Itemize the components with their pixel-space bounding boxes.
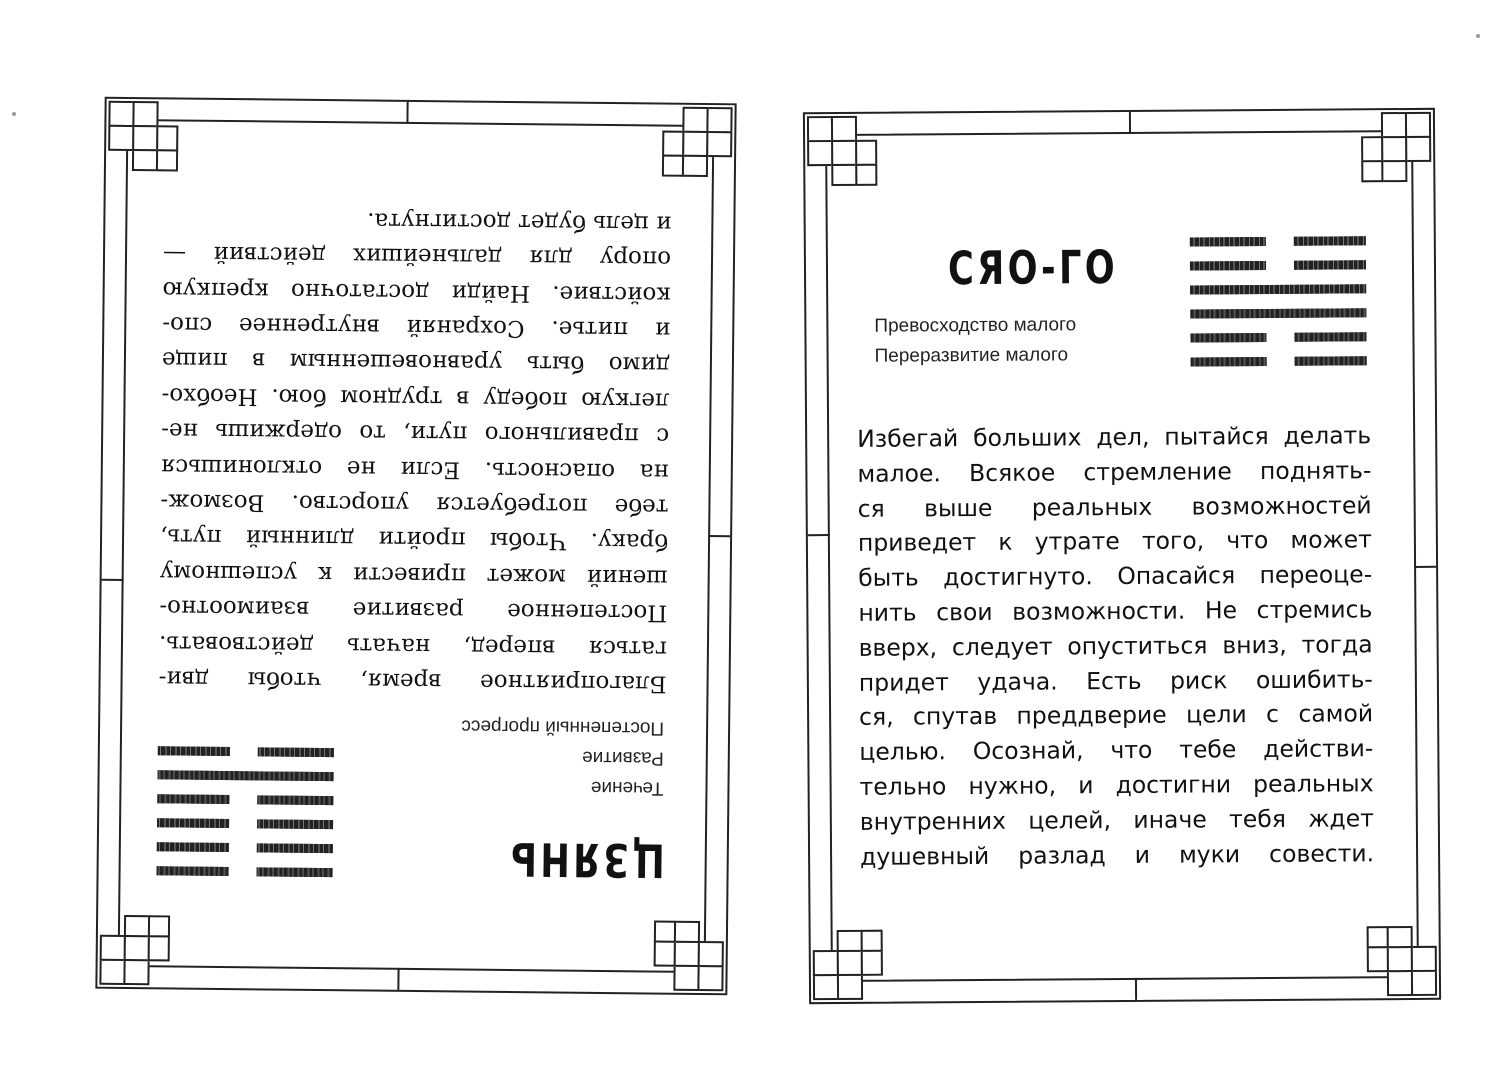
- body-line: душевный разлад и муки совести.: [859, 838, 1375, 871]
- hexagram-solid-line: [1190, 284, 1366, 294]
- body-line: внутренних целей, иначе тебя ждет: [859, 804, 1374, 836]
- hexagram-broken-line: [157, 818, 333, 829]
- body-line: ся, спутав преддверие цели с самой: [859, 699, 1374, 732]
- corner-ornament: [1361, 112, 1431, 182]
- corner-ornament: [1367, 926, 1437, 996]
- subtitle-line: Развитие: [581, 746, 664, 769]
- card-body-text: [158, 200, 671, 701]
- hexagram-broken-line: [157, 794, 333, 805]
- body-line: целью. Осознай, что тебе действи-: [859, 734, 1374, 767]
- subtitle-line: Течение: [590, 776, 664, 799]
- body-line: тебе потребуется упорство. Возмож-: [160, 488, 669, 520]
- hexagram-broken-line: [1190, 332, 1366, 342]
- body-line: гаться вперед, начать действовать.: [158, 629, 668, 662]
- right-card: [803, 108, 1441, 1004]
- subtitle-line: Превосходство малого: [874, 314, 1077, 337]
- hexagram-symbol: [157, 731, 334, 877]
- hexagram-broken-line: [1190, 236, 1366, 246]
- body-line: на опасность. Если не отклонишься: [160, 452, 669, 485]
- hexagram-solid-line: [158, 770, 334, 781]
- card-subtitles: [461, 710, 665, 802]
- scan-speck: [12, 112, 16, 116]
- card-title: СЯО-ГО: [947, 240, 1119, 296]
- left-card: [95, 97, 736, 996]
- body-line: браку. Чтобы пройти длинный путь,: [159, 523, 669, 556]
- subtitle-line: Постепенный прогресс: [461, 715, 665, 739]
- body-line: легкую победу в трудном бою. Необхо-: [161, 382, 670, 414]
- card-subtitles: [874, 310, 1076, 371]
- body-line: Благоприятное время, чтобы дви-: [158, 665, 667, 697]
- corner-ornament: [807, 116, 877, 186]
- hexagram-broken-line: [157, 842, 333, 853]
- body-line: тельно нужно, и достигни реальных: [859, 769, 1374, 801]
- hexagram-broken-line: [1191, 356, 1367, 366]
- hexagram-broken-line: [157, 866, 333, 877]
- body-line: и цель будет достигнута.: [366, 207, 672, 237]
- corner-ornament: [813, 930, 883, 1000]
- body-line: вверх, следует опуститься вниз, тогда: [858, 630, 1373, 662]
- body-line: опору для дальнейших действий —: [162, 240, 672, 272]
- hexagram-symbol: [1190, 236, 1367, 381]
- body-line: койствие. Найди достаточно крепкую: [162, 275, 671, 308]
- scan-speck: [1476, 34, 1480, 38]
- body-line: ся выше реальных возможностей: [857, 490, 1372, 523]
- subtitle-line: Переразвитие малого: [874, 344, 1069, 367]
- body-line: димо быть уравновешенным в пище: [161, 346, 671, 378]
- left-card-content: [97, 99, 734, 994]
- hexagram-broken-line: [158, 746, 334, 757]
- body-line: быть достигнуто. Опасайся переоце-: [858, 560, 1373, 593]
- body-line: Постепенное развитие взаимоотно-: [159, 594, 668, 626]
- card-title: ЦЗЯНЬ: [506, 831, 666, 888]
- body-line: нить свои возможности. Не стремись: [858, 595, 1373, 627]
- body-line: малое. Всякое стремление поднять-: [857, 456, 1372, 488]
- body-line: придет удача. Есть риск ошибить-: [858, 664, 1373, 697]
- body-line: приведет к утрате того, что может: [857, 525, 1372, 558]
- hexagram-solid-line: [1190, 308, 1366, 318]
- body-line: с правильного пути, то одержишь не-: [161, 417, 670, 449]
- body-line: шений может привести к успешному: [159, 559, 668, 591]
- card-body-text: [857, 418, 1374, 874]
- body-line: и питье. Сохраняй внутреннее спо-: [162, 311, 671, 343]
- body-line: Избегай больших дел, пытайся делать: [857, 421, 1372, 453]
- hexagram-broken-line: [1190, 260, 1366, 270]
